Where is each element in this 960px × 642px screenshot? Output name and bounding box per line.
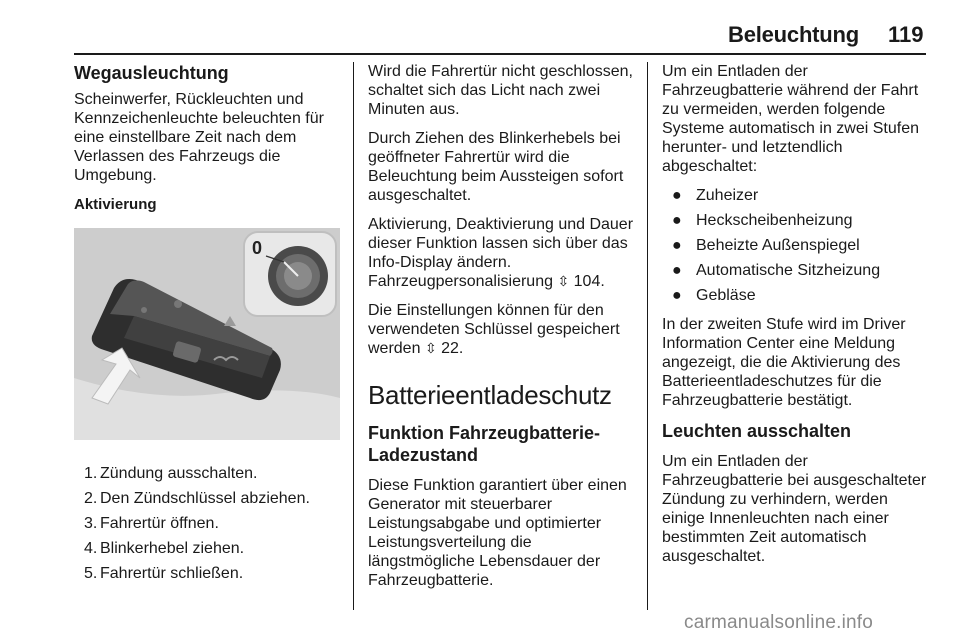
paragraph: Wird die Fahrertür nicht geschlossen, schaltet sich das Licht nach zwei Minuten aus. xyxy=(368,63,633,118)
turn-signal-lever-illustration xyxy=(74,228,340,440)
paragraph: Die Einstellungen können für den verwendeten Schlüssel gespeichert werden ⇳ 22. xyxy=(368,302,620,357)
header-divider xyxy=(74,53,926,55)
intro-paragraph: Scheinwerfer, Rückleuchten und Kennzeichenleuchte beleuchten für eine einstellbare Zeit nach dem Verlassen des Fahrzeugs die Umgebung. xyxy=(74,91,324,184)
bullet-icon: ● xyxy=(672,187,682,204)
list-item: 3. Fahrertür öffnen. xyxy=(84,515,219,532)
list-item: 2. Den Zündschlüssel abziehen. xyxy=(84,490,310,507)
column-3 xyxy=(662,62,928,576)
column-divider-2 xyxy=(647,62,648,610)
list-item: ● Zuheizer xyxy=(672,187,759,204)
paragraph: Um ein Entladen der Fahrzeugbatterie bei ausgeschalteter Zündung zu verhindern, werden einige Innenleuchten nach einer bestimmten Zeit automatisch ausgeschaltet. xyxy=(662,453,927,565)
paragraph: Aktivierung, Deaktivierung und Dauer dieser Funktion lassen sich über das Info-Display ändern. Fahrzeugpersonalisierung ⇳ 104. xyxy=(368,216,634,290)
list-item: 5. Fahrertür schließen. xyxy=(84,565,244,582)
page-reference-link[interactable]: 22. xyxy=(441,340,464,357)
subheading-aktivierung: Aktivierung xyxy=(74,196,157,213)
subsection-heading-ladezustand: Funktion Fahrzeugbatterie-Ladezustand xyxy=(368,423,601,465)
inset-zero-label: 0 xyxy=(252,238,263,258)
section-heading-batterieentladeschutz: Batterieentladeschutz xyxy=(368,380,612,410)
page-reference-arrow-icon: ⇳ xyxy=(557,273,570,289)
watermark: carmanualsonline.info xyxy=(684,612,874,633)
column-1 xyxy=(74,62,342,589)
list-item: ● Beheizte Außenspiegel xyxy=(672,237,860,254)
list-item: ● Gebläse xyxy=(672,287,756,304)
bullet-icon: ● xyxy=(672,212,682,229)
bullet-icon: ● xyxy=(672,287,682,304)
list-item: ● Automatische Sitzheizung xyxy=(672,262,881,279)
paragraph: Diese Funktion garantiert über einen Generator mit steuerbarer Leistungsabgabe und optimierter Leistungsverteilung die längstmögliche Lebensdauer der Fahrzeugbatterie. xyxy=(368,477,627,589)
page-reference-link[interactable]: 104. xyxy=(573,273,605,290)
steps-list xyxy=(74,464,342,583)
list-item: 1. Zündung ausschalten. xyxy=(84,465,258,482)
bullet-icon: ● xyxy=(672,237,682,254)
systems-list xyxy=(662,186,928,305)
page-reference-arrow-icon: ⇳ xyxy=(424,340,437,356)
column-2 xyxy=(368,62,636,600)
paragraph: Um ein Entladen der Fahrzeugbatterie während der Fahrt zu vermeiden, werden folgende Systeme automatisch in zwei Stufen herunter- und letztendlich abgeschaltet: xyxy=(662,63,920,175)
list-item: 4. Blinkerhebel ziehen. xyxy=(84,540,245,557)
page-title: Beleuchtung xyxy=(728,22,860,47)
section-heading-wegausleuchtung: Wegausleuchtung xyxy=(74,63,229,83)
lever-svg xyxy=(74,228,340,440)
paragraph: In der zweiten Stufe wird im Driver Information Center eine Meldung angezeigt, die die Aktivierung des Batterieentladeschutzes für die Fahrzeugbatterie bestätigt. xyxy=(662,316,906,409)
list-item: ● Heckscheibenheizung xyxy=(672,212,853,229)
column-divider-1 xyxy=(353,62,354,610)
bullet-icon: ● xyxy=(672,262,682,279)
paragraph: Durch Ziehen des Blinkerhebels bei geöffneter Fahrertür wird die Beleuchtung beim Aussteigen sofort ausgeschaltet. xyxy=(368,130,624,204)
section-heading-leuchten-ausschalten: Leuchten ausschalten xyxy=(662,421,852,441)
inset-light-switch-detail xyxy=(244,232,336,316)
page-number: 119 xyxy=(888,22,924,47)
